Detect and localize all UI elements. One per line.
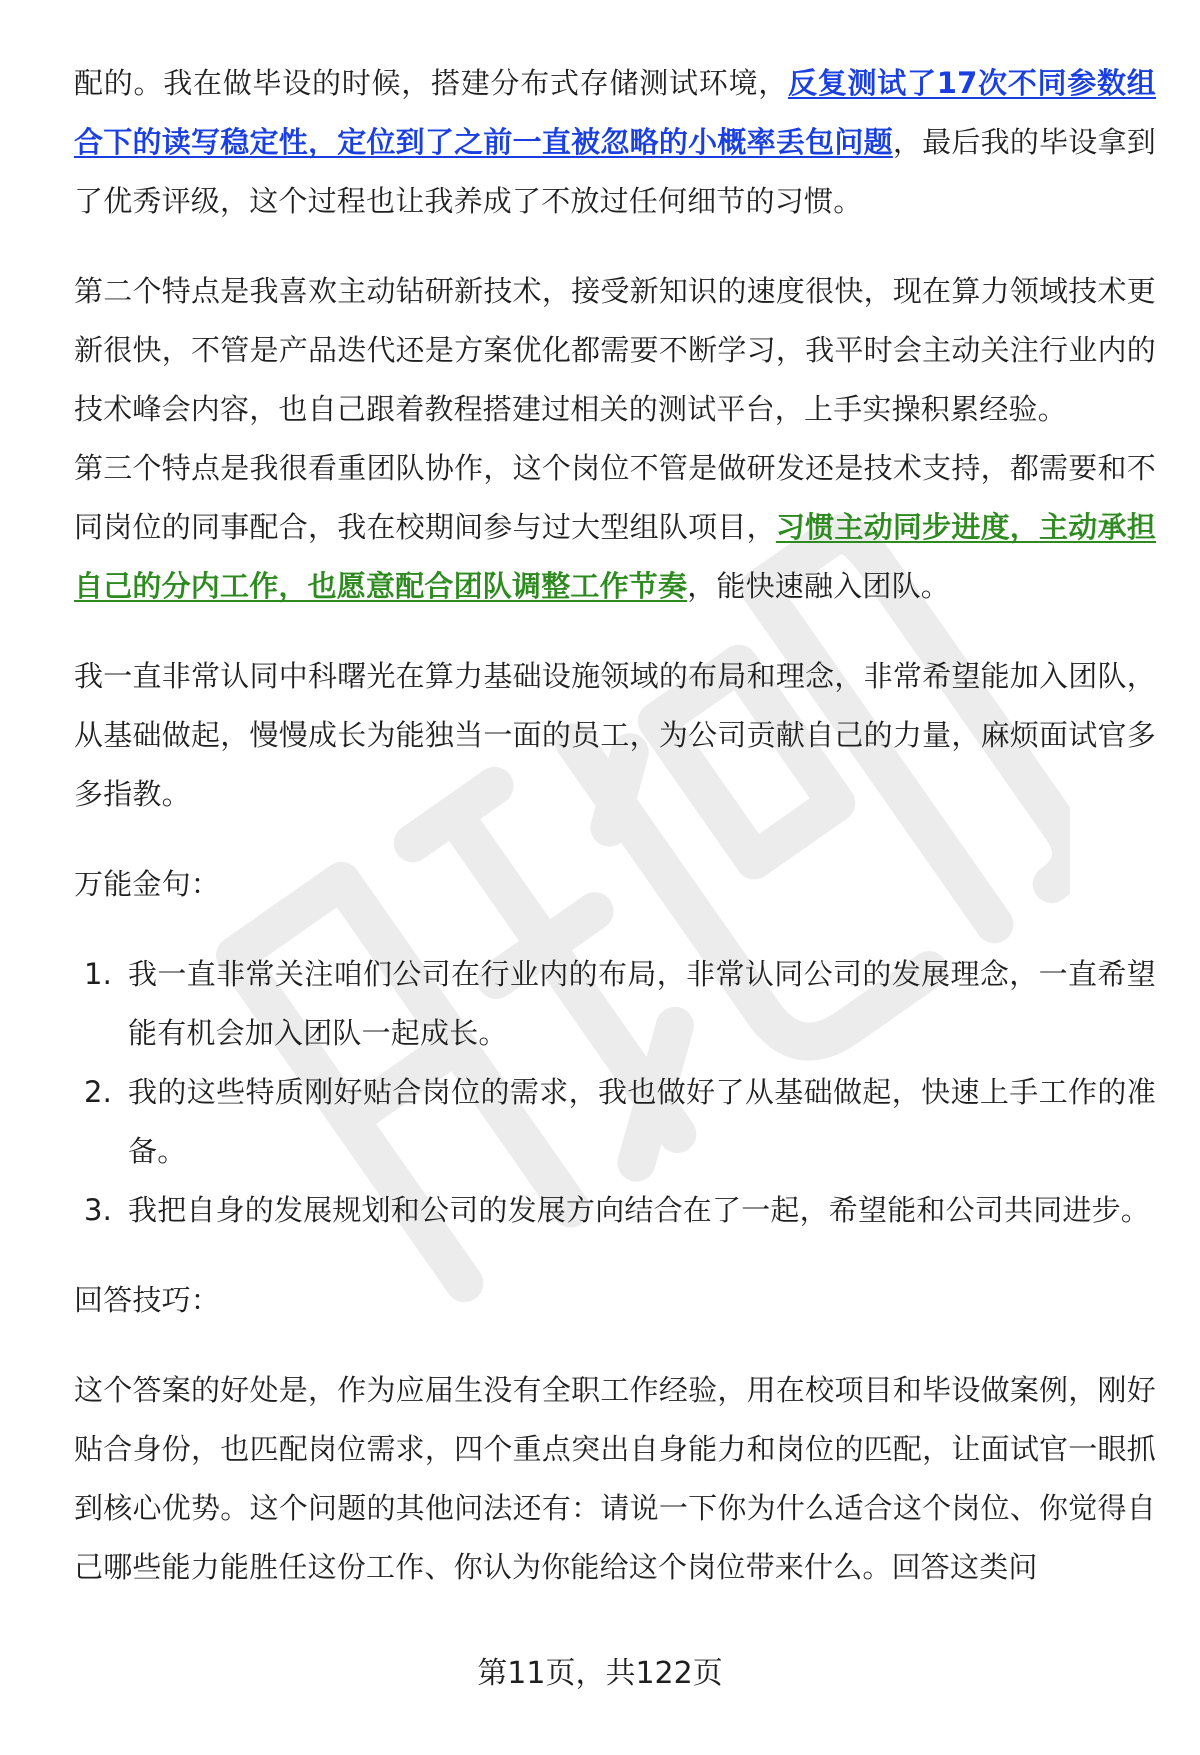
paragraph-thesis-detail [74, 54, 1156, 231]
list-item [74, 1181, 1156, 1240]
paragraph-text: 配的。我在做毕设的时候，搭建分布式存储测试环境， [74, 66, 788, 100]
list-item-text: 我一直非常关注咱们公司在行业内的布局，非常认同公司的发展理念，一直希望能有机会加入团队一起成长。 [128, 957, 1156, 1050]
list-item-text: 我把自身的发展规划和公司的发展方向结合在了一起，希望能和公司共同进步。 [128, 1193, 1151, 1227]
highlighted-text-green: 习惯主动同步进度，主动承担自己的分内工作，也愿意配合团队调整工作节奏 [74, 510, 1156, 603]
list-number: 1. [84, 957, 113, 991]
paragraph-third-trait [74, 439, 1156, 616]
paragraph-second-trait: 第二个特点是我喜欢主动钻研新技术，接受新知识的速度很快，现在算力领域技术更新很快，不管是产品迭代还是方案优化都需要不断学习，我平时会主动关注行业内的技术峰会内容，也自己跟着教程搭建过相关的测试平台，上手实操积累经验。 [74, 274, 1156, 426]
page-number-footer: 第11页，共122页 [477, 1656, 723, 1691]
paragraph-answer-tips: 这个答案的好处是，作为应届生没有全职工作经验，用在校项目和毕设做案例，刚好贴合身份，也匹配岗位需求，四个重点突出自身能力和岗位的匹配，让面试官一眼抓到核心优势。这个问题的其他问法还有：请说一下你为什么适合这个岗位、你觉得自己哪些能力能胜任这份工作、你认为你能给这个岗位带来什么。回答这类问 [74, 1373, 1156, 1584]
section-heading-answer-tips: 回答技巧： [74, 1283, 221, 1317]
highlighted-text-blue: 反复测试了17次不同参数组合下的读写稳定性，定位到了之前一直被忽略的小概率丢包问题 [74, 66, 1156, 159]
paragraph-text: ，能快速融入团队。 [687, 569, 951, 603]
list-item [74, 945, 1156, 1063]
paragraph-text: 第三个特点是我很看重团队协作，这个岗位不管是做研发还是技术支持，都需要和不同岗位的同事配合，我在校期间参与过大型组队项目， [74, 451, 1156, 544]
list-number: 2. [84, 1075, 113, 1109]
list-item-text: 我的这些特质刚好贴合岗位的需求，我也做好了从基础做起，快速上手工作的准备。 [128, 1075, 1156, 1168]
document-body [74, 54, 1156, 1597]
list-number: 3. [84, 1193, 113, 1227]
section-heading-golden-sentences: 万能金句： [74, 867, 221, 901]
list-item [74, 1063, 1156, 1181]
paragraph-text: ，最后我的毕设拿到了优秀评级，这个过程也让我养成了不放过任何细节的习惯。 [74, 125, 1156, 218]
paragraph-closing: 我一直非常认同中科曙光在算力基础设施领域的布局和理念，非常希望能加入团队，从基础做起，慢慢成长为能独当一面的员工，为公司贡献自己的力量，麻烦面试官多多指教。 [74, 659, 1156, 811]
golden-sentences-list [74, 945, 1156, 1240]
